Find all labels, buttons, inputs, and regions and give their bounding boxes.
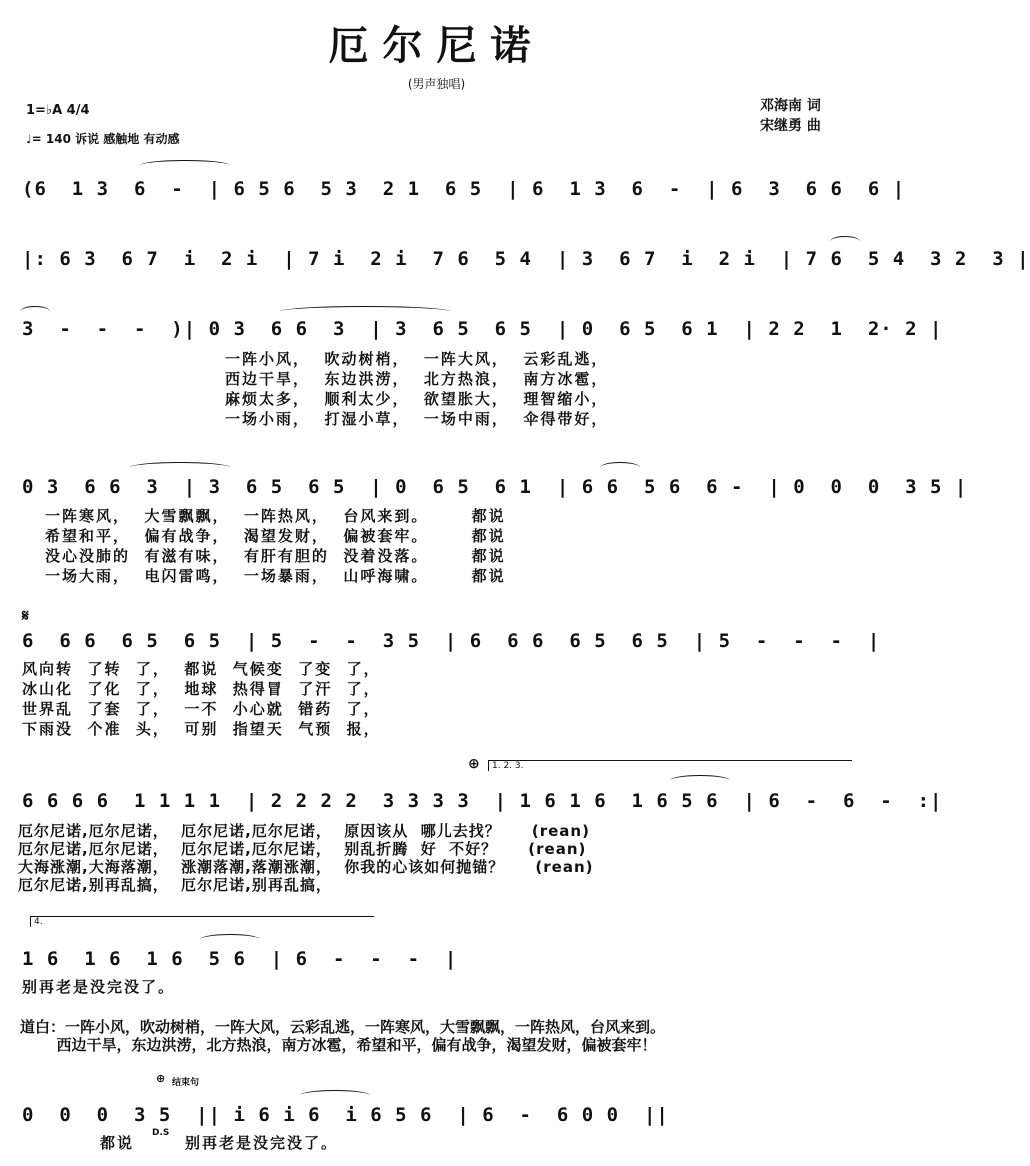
verse-a-line-2: 西边干旱， 东边洪涝， 北方热浪， 南方冰雹， bbox=[225, 370, 609, 388]
notation-row: |: 6 3 6 7 i 2 i | 7 i 2 i 7 6 5 4 | 3 6 7 i 2 i | 7 6 5 4 3 2 3 | bbox=[22, 248, 1030, 270]
verse-a-line-3: 麻烦太多， 顺利太少， 欲望胀大， 理智缩小， bbox=[225, 390, 609, 408]
verse-d-line-1: 厄尔尼诺,厄尔尼诺， 厄尔尼诺,厄尔尼诺， 原因该从 哪儿去找？ (rean) bbox=[18, 822, 590, 840]
final-pre-lyric: 都说 bbox=[100, 1134, 135, 1152]
slur bbox=[140, 160, 230, 171]
volta-bracket-4 bbox=[30, 916, 374, 927]
notation-row: (6 1 3 6 - | 6 5 6 5 3 2 1 6 5 | 6 1 3 6 - | 6 3 6 6 6 | bbox=[22, 178, 906, 200]
notation-row: 6 6 6 6 1 1 1 1 | 2 2 2 2 3 3 3 3 | 1 6 1 6 1 6 5 6 | 6 - 6 - :| bbox=[22, 790, 943, 812]
verse-c-line-3: 世界乱 了套 了， 一不 小心就 错药 了， bbox=[22, 700, 381, 718]
notation-row: 0 3 6 6 3 | 3 6 5 6 5 | 0 6 5 6 1 | 6 6 5 6 6 - | 0 0 0 3 5 | bbox=[22, 476, 968, 498]
volta-label: 4. bbox=[34, 917, 43, 927]
notation-row: 6 6 6 6 5 6 5 | 5 - - 3 5 | 6 6 6 6 5 6 5 | 5 - - - | bbox=[22, 630, 881, 652]
notation-row: 3 - - - )| 0 3 6 6 3 | 3 6 5 6 5 | 0 6 5 6 1 | 2 2 1 2· 2 | bbox=[22, 318, 943, 340]
coda-icon: ⊕ bbox=[156, 1072, 166, 1085]
ending-lyric: 别再老是没完没了。 bbox=[22, 978, 176, 996]
tie bbox=[670, 775, 730, 786]
verse-d-line-3: 大海涨潮,大海落潮， 涨潮落潮,落潮涨潮， 你我的心该如何抛锚？ (rean) bbox=[18, 858, 594, 876]
tie bbox=[200, 934, 260, 945]
coda-icon: ⊕ bbox=[468, 756, 480, 772]
staff-line-2 bbox=[0, 248, 1030, 288]
dialogue-line-2: 西边干旱，东边洪涝，北方热浪，南方冰雹，希望和平，偏有战争，渴望发财，偏被套牢！ bbox=[20, 1036, 657, 1054]
composer-credit: 宋继勇 曲 bbox=[760, 118, 821, 134]
verse-a-line-4: 一场小雨， 打湿小草， 一场中雨， 伞得带好， bbox=[225, 410, 609, 428]
tie bbox=[600, 462, 640, 473]
tempo-marking: ♩= 140 诉说 感触地 有动感 bbox=[26, 132, 180, 146]
verse-a-line-1: 一阵小风， 吹动树梢， 一阵大风， 云彩乱逃， bbox=[225, 350, 609, 368]
notation-row: 1 6 1 6 1 6 5 6 | 6 - - - | bbox=[22, 948, 458, 970]
ds-mark: D.S bbox=[152, 1128, 170, 1138]
volta-bracket-123 bbox=[488, 760, 852, 771]
verse-b-line-2: 希望和平， 偏有战争， 渴望发财， 偏被套牢。 都说 bbox=[45, 527, 506, 545]
verse-c-line-4: 下雨没 个准 头， 可别 指望天 气预 报， bbox=[22, 720, 381, 738]
segno-icon: 𝄋 bbox=[22, 606, 29, 625]
staff-line-1 bbox=[0, 178, 906, 218]
key-signature: 1=♭A 4/4 bbox=[26, 103, 90, 118]
tie bbox=[830, 236, 860, 247]
slur bbox=[280, 306, 450, 317]
notation-row: 0 0 0 3 5 || i 6 i 6 i 6 5 6 | 6 - 6 0 0 || bbox=[22, 1104, 669, 1126]
tie bbox=[300, 1090, 370, 1101]
tie bbox=[20, 306, 50, 317]
verse-d-line-4: 厄尔尼诺,别再乱搞， 厄尔尼诺,别再乱搞， bbox=[18, 876, 332, 894]
volta-label: 1. 2. 3. bbox=[492, 761, 524, 771]
verse-d-line-2: 厄尔尼诺,厄尔尼诺， 厄尔尼诺,厄尔尼诺， 别乱折腾 好 不好？ (rean) bbox=[18, 840, 587, 858]
lyricist-credit: 邓海南 词 bbox=[760, 98, 821, 114]
verse-b-line-1: 一阵寒风， 大雪飘飘， 一阵热风， 台风来到。 都说 bbox=[45, 507, 506, 525]
dialogue-line-1: 道白：一阵小风，吹动树梢，一阵大风，云彩乱逃，一阵寒风，大雪飘飘，一阵热风，台风来到。 bbox=[20, 1018, 666, 1036]
verse-c-line-2: 冰山化 了化 了， 地球 热得冒 了汗 了， bbox=[22, 680, 381, 698]
final-lyric: 别再老是没完没了。 bbox=[185, 1134, 339, 1152]
slur bbox=[130, 462, 230, 473]
ending-tag: 结束句 bbox=[172, 1078, 200, 1088]
verse-c-line-1: 风向转 了转 了， 都说 气候变 了变 了， bbox=[22, 660, 381, 678]
song-title: 厄尔尼诺 bbox=[328, 22, 545, 69]
song-subtitle: (男声独唱) bbox=[407, 77, 466, 91]
verse-b-line-3: 没心没肺的 有滋有味， 有肝有胆的 没着没落。 都说 bbox=[45, 547, 506, 565]
verse-b-line-4: 一场大雨， 电闪雷鸣， 一场暴雨， 山呼海啸。 都说 bbox=[45, 567, 506, 585]
